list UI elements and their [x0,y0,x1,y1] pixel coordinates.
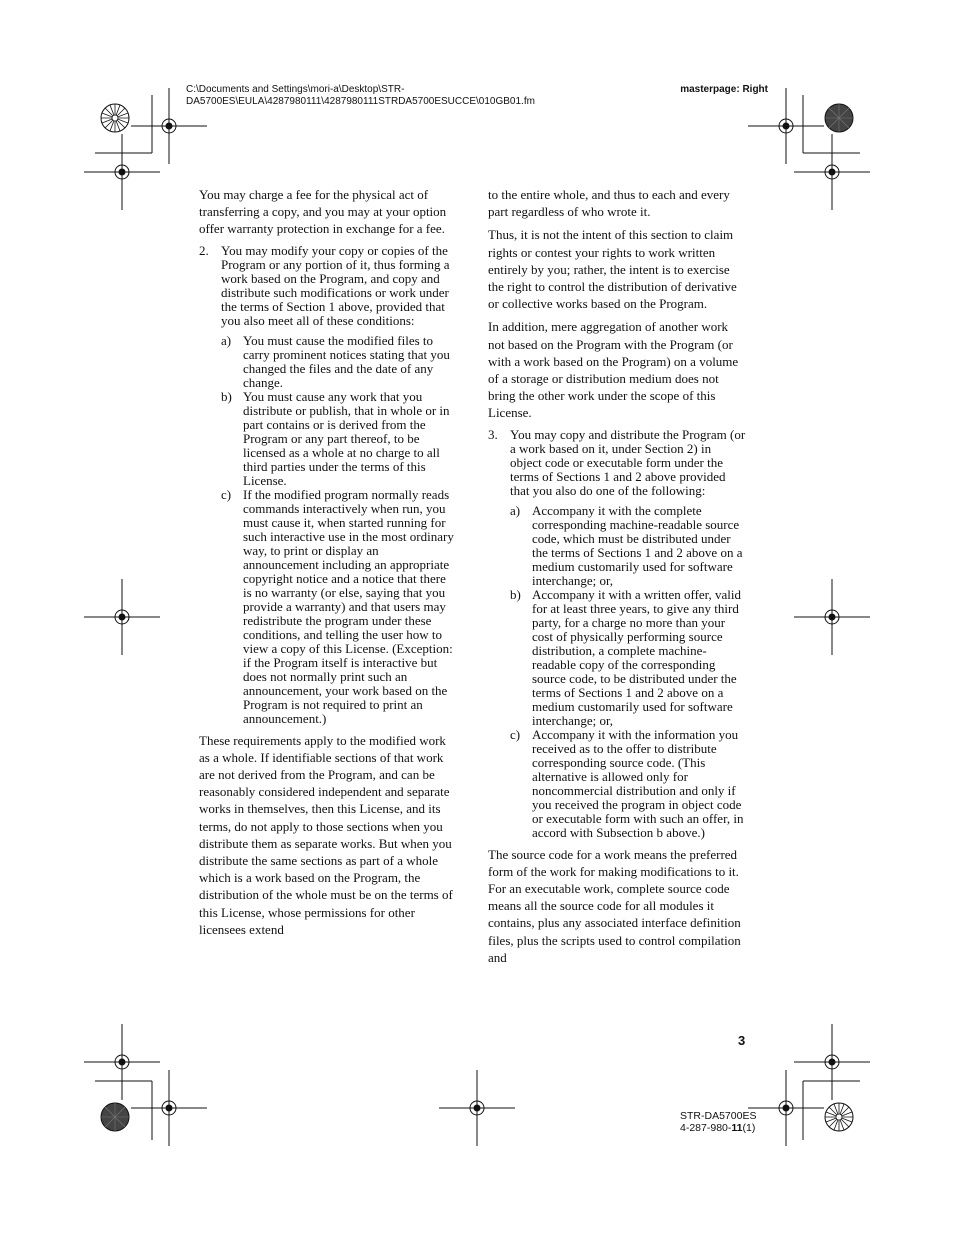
sub-item-letter: b) [510,586,521,602]
continuation-paragraph: to the entire whole, and thus to each and every part regardless of who wrote it. [488,187,730,220]
sub-item-letter: a) [221,332,232,348]
sub-item-letter: c) [221,486,232,502]
sub-item-c [510,728,746,840]
sub-item-text: Accompany it with a written offer, valid for at least three years, to give any third party, for a charge no more than your cost of physically performing source distribution, a complete machine-readable copy of the corresponding source code, to be distributed under the terms of Sections 1 and 2 above on a medium customarily used for software interchange; or, [532,586,741,728]
requirements-paragraph: These requirements apply to the modified work as a whole. If identifiable sections of that work are not derived from the Program, and can be reasonably considered independent and separate works in themselves, then this License, and its terms, do not apply to those sections when you distribute them as separate works. But when you distribute the same sections as part of a whole which is a work based on the Program, the distribution of the whole must be on the terms of this License, whose permissions for other licensees extend [199,732,453,937]
sub-item-text: Accompany it with the information you received as to the offer to distribute corresponding source code. (This alternative is allowed only for noncommercial distribution and only if you received the program in object code or executable form with such an offer, in accord with Subsection b above.) [532,726,744,840]
item-text: You may copy and distribute the Program (or a work based on it, under Section 2) in object code or executable form under the terms of Sections 1 and 2 above provided that you also do one of the following: [510,426,746,498]
page-number: 3 [738,1033,746,1048]
registration-crosshair-icon [794,1024,870,1100]
model-info [680,1110,756,1134]
registration-crosshair-icon [84,134,160,210]
sub-item-text: You must cause the modified files to carry prominent notices stating that you changed the files and the date of any change. [243,332,450,390]
item-number: 3. [488,426,498,442]
sub-list [488,504,746,840]
registration-crosshair-icon [84,579,160,655]
sub-item-letter: c) [510,726,521,742]
sub-item-text: Accompany it with the complete corresponding machine-readable source code, which must be distributed under the terms of Sections 1 and 2 above on a medium customarily used for software interchange; or, [532,502,743,588]
list-item-3 [488,428,746,498]
sub-list [199,334,457,726]
part-number [680,1122,756,1134]
sub-item-a [510,504,746,588]
sub-item-a [221,334,457,390]
file-path-line: DA5700ES\EULA\4287980111\4287980111STRDA5700ESUCCE\010GB01.fm [186,95,535,107]
part-number-suffix: (1) [742,1122,756,1134]
registration-crosshair-icon [794,579,870,655]
registration-crosshair-icon [439,1070,515,1146]
sub-item-letter: a) [510,502,521,518]
source-code-paragraph: The source code for a work means the preferred form of the work for making modifications to it. For an executable work, complete source code means all the source code for all modules it contains, plus any associated interface definition files, plus the scripts used to control compilation and [488,846,741,965]
sub-item-text: You must cause any work that you distribute or publish, that in whole or in part contains or is derived from the Program or any part thereof, to be licensed as a whole at no charge to all third parties under the terms of this License. [243,388,450,488]
part-number-prefix: 4-287-980- [680,1122,732,1134]
masterpage-label: masterpage: Right [680,84,768,95]
item-number: 2. [199,242,209,258]
registration-starburst-icon [101,104,129,132]
sub-item-letter: b) [221,388,232,404]
file-path-header [186,84,626,107]
part-number-revision: 11 [731,1122,743,1134]
list-item-2 [199,244,457,328]
sub-item-c [221,488,457,726]
registration-starburst-icon [825,1103,853,1131]
sub-item-b [510,588,746,728]
sub-item-b [221,390,457,488]
right-column [488,186,746,972]
registration-crosshair-icon [84,1024,160,1100]
sub-item-text: If the modified program normally reads commands interactively when run, you must cause it, when started running for such interactive use in the most ordinary way, to print or display an announcement including an appropriate copyright notice and a notice that there is no warranty (or else, saying that you provide a warranty) and that users may redistribute the program under these conditions, and telling the user how to view a copy of this License. (Exception: if the Program itself is interactive but does not normally print such an announcement, your work based on the Program is not required to print an announcement.) [243,486,454,726]
registration-disc-icon [101,1103,129,1131]
aggregation-paragraph: In addition, mere aggregation of another work not based on the Program with the Program (or with a work based on the Program) on a volume of a storage or distribution medium does not bring the other work under the scope of this License. [488,319,739,421]
item-text: You may modify your copy or copies of the Program or any portion of it, thus forming a work based on the Program, and copy and distribute such modifications or work under the terms of Section 1 above, provided that you also meet all of these conditions: [221,242,450,328]
registration-disc-icon [825,104,853,132]
file-path-line: C:\Documents and Settings\mori-a\Desktop\STR- [186,84,405,95]
registration-crosshair-icon [794,134,870,210]
intent-paragraph: Thus, it is not the intent of this section to claim rights or contest your rights to work written entirely by you; rather, the intent is to exercise the right to control the distribution of derivative or collective works based on the Program. [488,227,737,312]
model-name: STR-DA5700ES [680,1110,757,1122]
intro-paragraph: You may charge a fee for the physical act of transferring a copy, and you may at your option offer warranty protection in exchange for a fee. [199,187,447,237]
left-column [199,186,457,944]
